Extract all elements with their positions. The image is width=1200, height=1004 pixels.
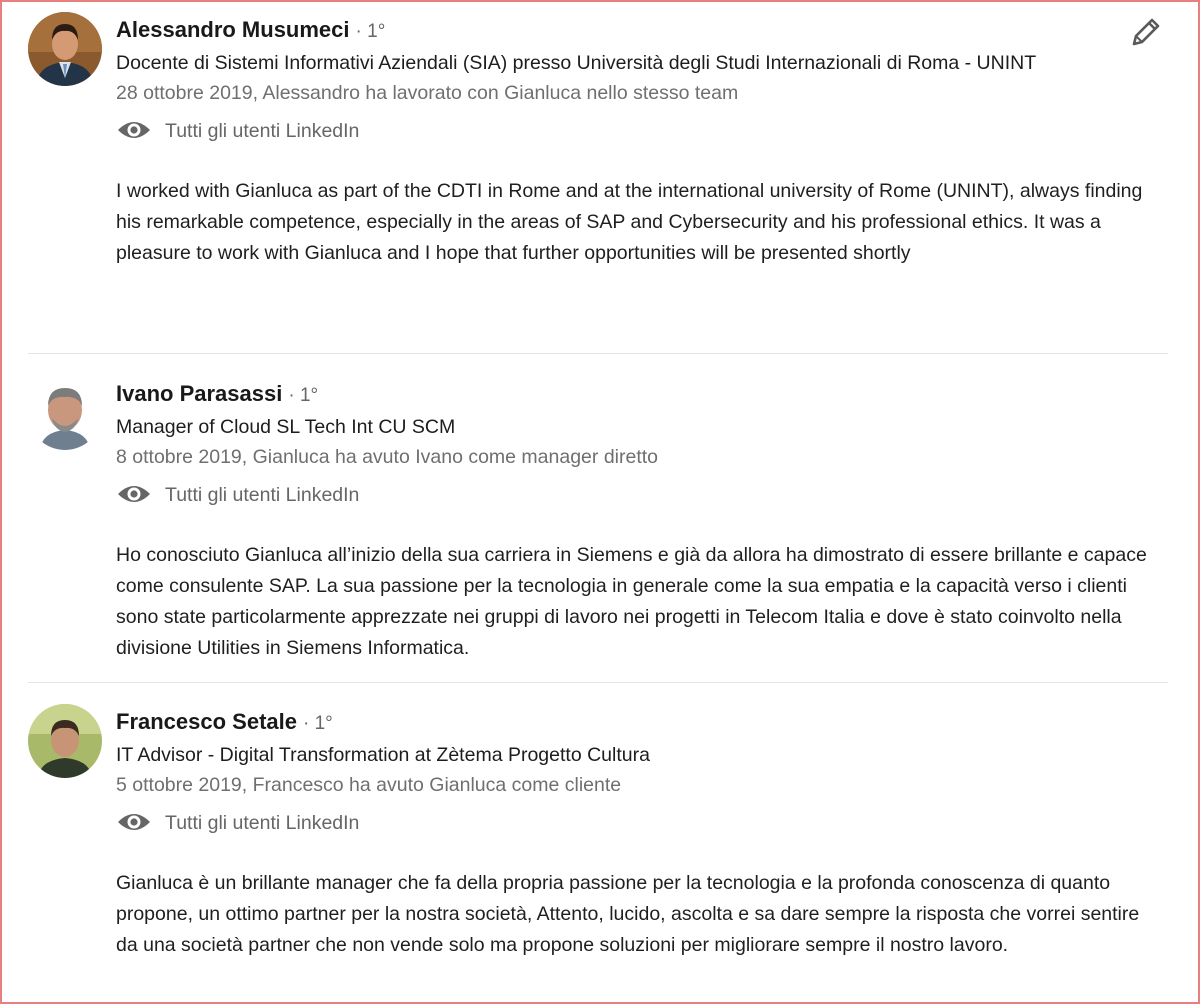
recommendation-meta: 28 ottobre 2019, Alessandro ha lavorato con Gianluca nello stesso team [116,82,739,104]
recommender-name[interactable]: Alessandro Musumeci [116,17,350,42]
avatar[interactable] [28,12,102,86]
recommender-headline: Manager of Cloud SL Tech Int CU SCM [116,416,456,438]
recommender-headline: Docente di Sistemi Informativi Aziendali (SIA) presso Università degli Studi Internazionali di Roma - UNINT [116,52,1037,74]
recommendation-meta: 5 ottobre 2019, Francesco ha avuto Gianluca come cliente [116,774,622,796]
connection-degree: · 1° [355,21,386,42]
connection-degree: · 1° [302,713,333,734]
connection-degree: · 1° [288,385,319,406]
divider [28,353,1168,354]
divider [28,682,1168,683]
visibility-label: Tutti gli utenti LinkedIn [165,120,360,142]
avatar[interactable] [28,704,102,778]
recommender-headline: IT Advisor - Digital Transformation at Zètema Progetto Cultura [116,744,650,766]
visibility-label: Tutti gli utenti LinkedIn [165,812,360,834]
recommendation-meta: 8 ottobre 2019, Gianluca ha avuto Ivano come manager diretto [116,446,659,468]
recommendation-text: Ho conosciuto Gianluca all’inizio della sua carriera in Siemens e già da allora ha dimostrato di essere brillante e capace come consulente SAP. La sua passione per la tecnologia in generale come la sua empatia e la capacità verso i clienti sono state particolarmente apprezzate nei gruppi di lavoro nei progetti in Telecom Italia e dove è stato coinvolto nella divisione Utilities in Siemens Informatica. [116,544,1147,659]
visibility-setting [116,808,1156,838]
eye-icon [116,810,152,834]
visibility-setting [116,116,1156,146]
avatar[interactable] [28,376,102,450]
recommendation-text: Gianluca è un brillante manager che fa della propria passione per la tecnologia e la profonda conoscenza di quanto propone, un ottimo partner per la nostra società, Attento, lucido, ascolta e sa dare sempre la risposta che vorrei sentire da una società partner che non vende solo ma propone soluzioni per migliorare sempre il nostro lavoro. [116,872,1140,956]
visibility-label: Tutti gli utenti LinkedIn [165,484,360,506]
recommender-name[interactable]: Ivano Parasassi [116,381,283,406]
eye-icon [116,482,152,506]
eye-icon [116,118,152,142]
recommendation-text: I worked with Gianluca as part of the CDTI in Rome and at the international university of Rome (UNINT), always finding his remarkable competence, especially in the areas of SAP and Cybersecurity and his professional ethics. It was a pleasure to work with Gianluca and I hope that further opportunities will be presented shortly [116,180,1143,264]
visibility-setting [116,480,1156,510]
recommender-name[interactable]: Francesco Setale [116,709,297,734]
